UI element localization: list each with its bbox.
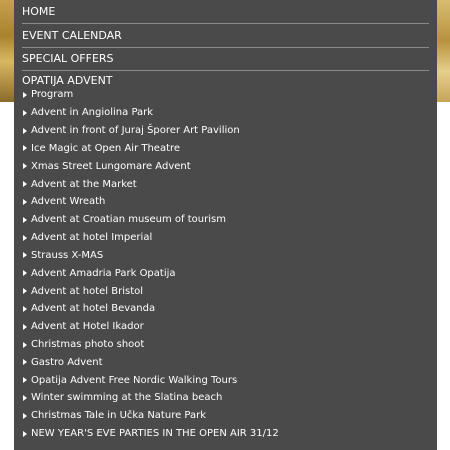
triangle-right-icon: [23, 342, 27, 348]
background-photo-right: [436, 0, 450, 102]
submenu-item-label: Advent in Angiolina Park: [31, 107, 154, 119]
triangle-right-icon: [23, 431, 27, 437]
submenu-item-label: Advent at Croatian museum of tourism: [31, 214, 226, 226]
triangle-right-icon: [23, 110, 27, 116]
submenu-item[interactable]: [22, 425, 429, 443]
submenu-item-label: Gastro Advent: [31, 356, 103, 368]
submenu-item-label: Program: [31, 89, 74, 101]
submenu-item[interactable]: [22, 157, 429, 175]
submenu-item[interactable]: [22, 389, 429, 407]
submenu-item[interactable]: [22, 407, 429, 425]
triangle-right-icon: [23, 324, 27, 330]
triangle-right-icon: [23, 270, 27, 276]
menu-item-home[interactable]: HOME: [22, 0, 429, 24]
submenu-item-label: Strauss X-MAS: [31, 249, 104, 261]
submenu-item[interactable]: [22, 229, 429, 247]
triangle-right-icon: [23, 181, 27, 187]
submenu-item-label: NEW YEAR'S EVE PARTIES IN THE OPEN AIR 31/12: [31, 428, 279, 440]
submenu-item[interactable]: [22, 300, 429, 318]
submenu-item-label: Christmas photo shoot: [31, 339, 145, 350]
mobile-menu-panel: [14, 0, 437, 450]
triangle-right-icon: [23, 128, 27, 134]
menu-item-special-offers[interactable]: SPECIAL OFFERS: [22, 47, 429, 71]
advent-submenu: [22, 86, 429, 443]
submenu-item[interactable]: [22, 371, 429, 389]
triangle-right-icon: [23, 413, 27, 419]
submenu-item-label: Winter swimming at the Slatina beach: [31, 392, 223, 404]
triangle-right-icon: [23, 92, 27, 98]
submenu-item[interactable]: [22, 282, 429, 300]
triangle-right-icon: [23, 306, 27, 312]
triangle-right-icon: [23, 145, 27, 151]
submenu-item[interactable]: [22, 104, 429, 122]
submenu-item-label: Ice Magic at Open Air Theatre: [31, 142, 181, 154]
submenu-item[interactable]: [22, 193, 429, 211]
submenu-item[interactable]: [22, 211, 429, 229]
submenu-item[interactable]: [22, 86, 429, 104]
submenu-item-label: Advent Wreath: [31, 196, 106, 208]
triangle-right-icon: [23, 377, 27, 383]
submenu-item-label: Advent Amadria Park Opatija: [31, 267, 176, 279]
submenu-item-label: Advent in front of Juraj Šporer Art Pavilion: [31, 125, 240, 137]
submenu-item-label: Advent at hotel Bevanda: [31, 303, 156, 315]
triangle-right-icon: [23, 395, 27, 401]
triangle-right-icon: [23, 217, 27, 223]
triangle-right-icon: [23, 252, 27, 258]
triangle-right-icon: [23, 163, 27, 169]
triangle-right-icon: [23, 288, 27, 294]
submenu-item-label: Advent at Hotel Ikador: [31, 321, 144, 333]
submenu-item-label: Advent at the Market: [31, 178, 137, 190]
menu-item-opatija-advent[interactable]: OPATIJA ADVENT: [22, 74, 113, 87]
submenu-item[interactable]: [22, 336, 429, 354]
submenu-item[interactable]: [22, 175, 429, 193]
submenu-item[interactable]: [22, 264, 429, 282]
submenu-item[interactable]: [22, 353, 429, 371]
submenu-item[interactable]: [22, 318, 429, 336]
submenu-item-label: Advent at hotel Bristol: [31, 285, 144, 297]
submenu-item-label: Christmas Tale in Učka Nature Park: [31, 410, 207, 422]
submenu-item[interactable]: [22, 246, 429, 264]
submenu-item-label: Advent at hotel Imperial: [31, 232, 153, 244]
submenu-item[interactable]: [22, 139, 429, 157]
triangle-right-icon: [23, 235, 27, 241]
triangle-right-icon: [23, 199, 27, 205]
submenu-item-label: Opatija Advent Free Nordic Walking Tours: [31, 374, 238, 386]
triangle-right-icon: [23, 359, 27, 365]
submenu-item-label: Xmas Street Lungomare Advent: [31, 160, 191, 172]
menu-item-event-calendar[interactable]: EVENT CALENDAR: [22, 24, 429, 48]
submenu-item[interactable]: [22, 122, 429, 140]
